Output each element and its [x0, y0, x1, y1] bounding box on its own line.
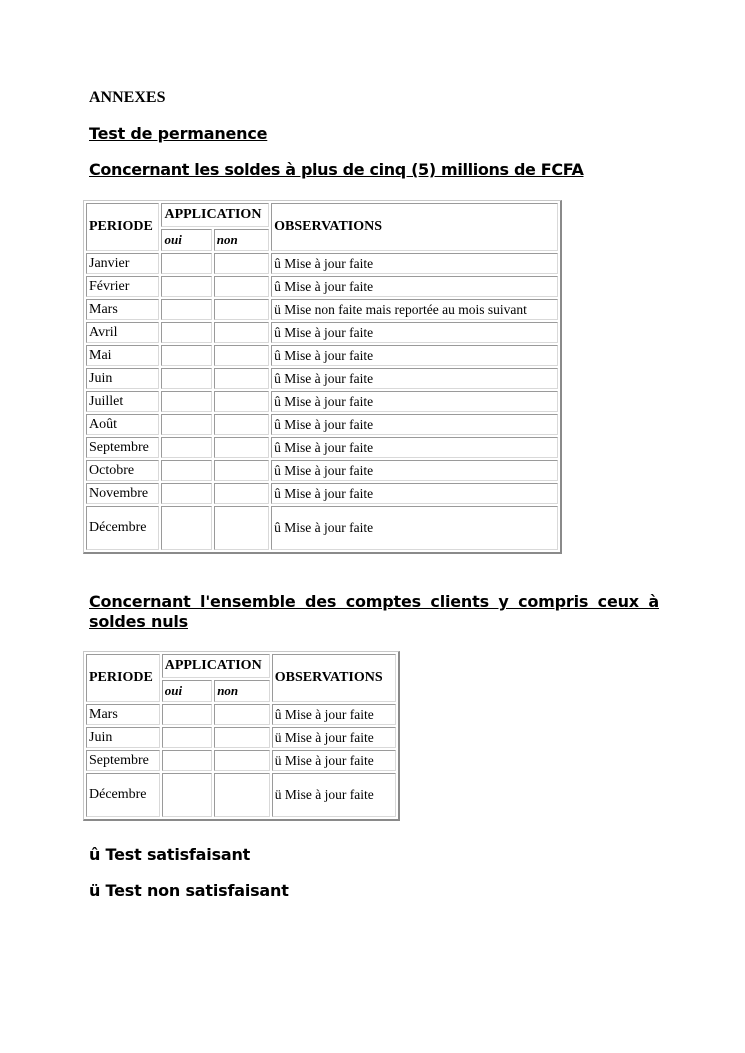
- table-row: [86, 773, 396, 817]
- periode-cell: Juin: [86, 727, 160, 748]
- oui-cell: [161, 460, 211, 481]
- observation-cell: ü Mise à jour faite: [272, 773, 396, 817]
- observation-cell: ü Mise à jour faite: [272, 750, 396, 771]
- section2-title: Concernant l'ensemble des comptes clients y compris ceux à soldes nuls: [89, 592, 659, 631]
- observation-cell: û Mise à jour faite: [271, 391, 558, 412]
- observation-cell: û Mise à jour faite: [271, 506, 558, 550]
- oui-cell: [161, 276, 211, 297]
- table-row: [86, 414, 558, 435]
- periode-cell: Octobre: [86, 460, 159, 481]
- periode-cell: Février: [86, 276, 159, 297]
- non-cell: [214, 345, 269, 366]
- non-cell: [214, 299, 269, 320]
- non-cell: [214, 483, 269, 504]
- non-cell: [214, 368, 269, 389]
- oui-cell: [161, 322, 211, 343]
- periode-cell: Mars: [86, 299, 159, 320]
- header-non: non: [214, 680, 270, 702]
- periode-cell: Août: [86, 414, 159, 435]
- table-row: [86, 299, 558, 320]
- non-cell: [214, 391, 269, 412]
- table-row: [86, 750, 396, 771]
- section1-title: Concernant les soldes à plus de cinq (5) millions de FCFA: [89, 160, 584, 179]
- non-cell: [214, 276, 269, 297]
- table-row: [86, 253, 558, 274]
- table-row: [86, 391, 558, 412]
- observation-cell: ü Mise à jour faite: [272, 727, 396, 748]
- non-cell: [214, 704, 270, 725]
- oui-cell: [161, 368, 211, 389]
- observation-cell: û Mise à jour faite: [271, 368, 558, 389]
- header-oui: oui: [161, 229, 211, 251]
- legend-satisfaisant: û Test satisfaisant: [89, 845, 251, 864]
- table-row: [86, 368, 558, 389]
- observation-cell: û Mise à jour faite: [271, 276, 558, 297]
- oui-cell: [161, 299, 211, 320]
- non-cell: [214, 437, 269, 458]
- oui-cell: [161, 253, 211, 274]
- oui-cell: [161, 437, 211, 458]
- non-cell: [214, 750, 270, 771]
- oui-cell: [162, 750, 212, 771]
- table-row: [86, 345, 558, 366]
- observation-cell: û Mise à jour faite: [271, 345, 558, 366]
- periode-cell: Janvier: [86, 253, 159, 274]
- table-row: [86, 437, 558, 458]
- periode-cell: Juin: [86, 368, 159, 389]
- periode-cell: Mai: [86, 345, 159, 366]
- periode-cell: Juillet: [86, 391, 159, 412]
- observation-cell: û Mise à jour faite: [271, 414, 558, 435]
- header-oui: oui: [162, 680, 212, 702]
- table-row: [86, 727, 396, 748]
- header-observations: OBSERVATIONS: [272, 654, 396, 702]
- annexes-heading: ANNEXES: [89, 89, 166, 106]
- table-row: [86, 276, 558, 297]
- non-cell: [214, 322, 269, 343]
- header-observations: OBSERVATIONS: [271, 203, 558, 251]
- table-row: [86, 322, 558, 343]
- non-cell: [214, 727, 270, 748]
- oui-cell: [162, 727, 212, 748]
- table-row: [86, 460, 558, 481]
- periode-cell: Septembre: [86, 750, 160, 771]
- table-row: [86, 704, 396, 725]
- observation-cell: û Mise à jour faite: [271, 253, 558, 274]
- non-cell: [214, 460, 269, 481]
- non-cell: [214, 414, 269, 435]
- table-header-row: [86, 203, 558, 227]
- observation-cell: û Mise à jour faite: [271, 437, 558, 458]
- table-header-row: [86, 654, 396, 678]
- test-title: Test de permanence: [89, 124, 268, 143]
- observation-cell: û Mise à jour faite: [271, 460, 558, 481]
- header-application: APPLICATION: [162, 654, 270, 678]
- periode-cell: Septembre: [86, 437, 159, 458]
- legend-non-satisfaisant: ü Test non satisfaisant: [89, 881, 289, 900]
- periode-cell: Novembre: [86, 483, 159, 504]
- periode-cell: Décembre: [86, 506, 159, 550]
- header-non: non: [214, 229, 269, 251]
- oui-cell: [161, 345, 211, 366]
- oui-cell: [161, 391, 211, 412]
- periode-cell: Avril: [86, 322, 159, 343]
- permanence-table-clients: [83, 651, 400, 821]
- observation-cell: û Mise à jour faite: [271, 322, 558, 343]
- observation-cell: ü Mise non faite mais reportée au mois suivant: [271, 299, 558, 320]
- non-cell: [214, 253, 269, 274]
- periode-cell: Décembre: [86, 773, 160, 817]
- header-application: APPLICATION: [161, 203, 269, 227]
- header-periode: PERIODE: [86, 203, 159, 251]
- observation-cell: û Mise à jour faite: [272, 704, 396, 725]
- table-row: [86, 483, 558, 504]
- oui-cell: [161, 506, 211, 550]
- header-periode: PERIODE: [86, 654, 160, 702]
- oui-cell: [161, 414, 211, 435]
- non-cell: [214, 773, 270, 817]
- permanence-table-soldes: [83, 200, 562, 554]
- oui-cell: [162, 773, 212, 817]
- observation-cell: û Mise à jour faite: [271, 483, 558, 504]
- non-cell: [214, 506, 269, 550]
- oui-cell: [162, 704, 212, 725]
- periode-cell: Mars: [86, 704, 160, 725]
- oui-cell: [161, 483, 211, 504]
- table-row: [86, 506, 558, 550]
